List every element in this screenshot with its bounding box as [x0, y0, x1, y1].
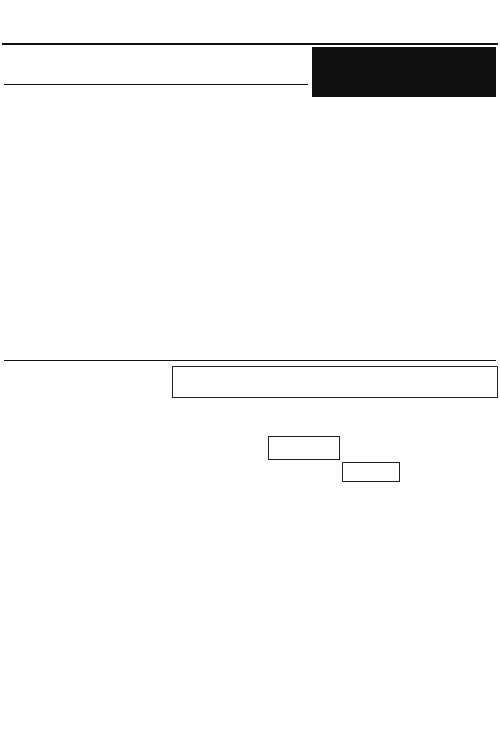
masthead-box	[312, 47, 496, 97]
page-header	[0, 0, 500, 44]
hiv-headline-box	[172, 366, 498, 398]
headline-rule	[4, 84, 308, 85]
section-divider	[4, 360, 496, 361]
header-rule	[2, 43, 498, 45]
figure-box	[268, 436, 340, 460]
figure-box	[342, 462, 400, 482]
